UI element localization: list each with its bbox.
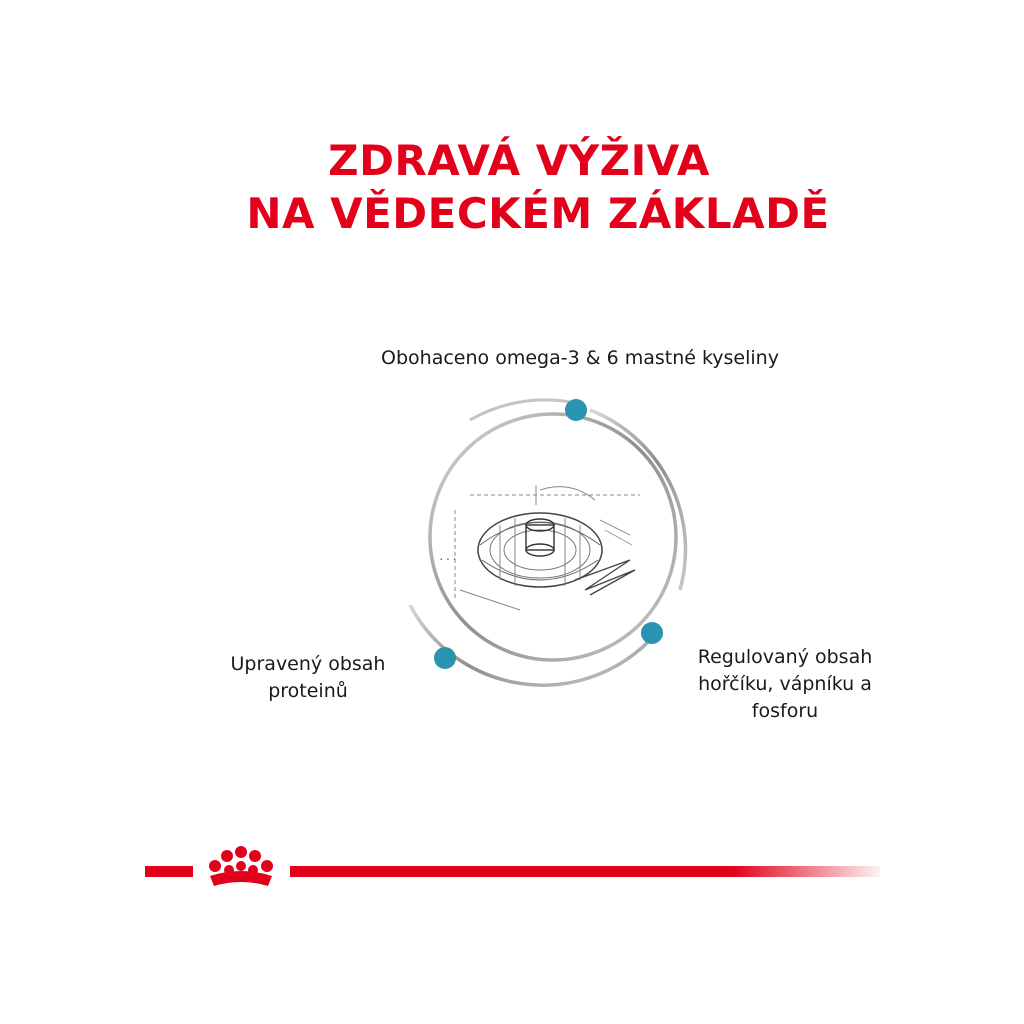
- benefit-protein-line-1: Upravený obsah: [230, 653, 386, 675]
- benefit-protein-line-2: proteinů: [268, 680, 348, 702]
- inner-ring: [430, 414, 676, 660]
- brand-line-left: [145, 866, 193, 877]
- brand-line-right: [290, 866, 880, 877]
- benefit-minerals-line-3: fosforu: [751, 700, 819, 722]
- dot-omega: [565, 399, 587, 421]
- dot-protein: [434, 647, 456, 669]
- benefit-minerals: [670, 644, 900, 725]
- benefit-omega: [330, 345, 830, 372]
- brand-footer: [0, 840, 1024, 900]
- benefit-protein: [208, 651, 408, 705]
- royal-crown-logo: [209, 846, 273, 886]
- kibble-sketch-icon: [438, 485, 640, 610]
- science-diagram: [395, 395, 695, 705]
- benefit-omega-text: Obohaceno omega-3 & 6 mastné kyseliny: [381, 347, 779, 369]
- benefit-minerals-line-2: hořčíku, vápníku a: [698, 673, 872, 695]
- svg-text:...: ...: [438, 550, 458, 563]
- benefit-minerals-line-1: Regulovaný obsah: [697, 646, 873, 668]
- headline-line-2: NA VĚDECKÉM ZÁKLADĚ: [246, 189, 830, 238]
- headline-line-1: ZDRAVÁ VÝŽIVA: [328, 136, 710, 185]
- dot-minerals: [641, 622, 663, 644]
